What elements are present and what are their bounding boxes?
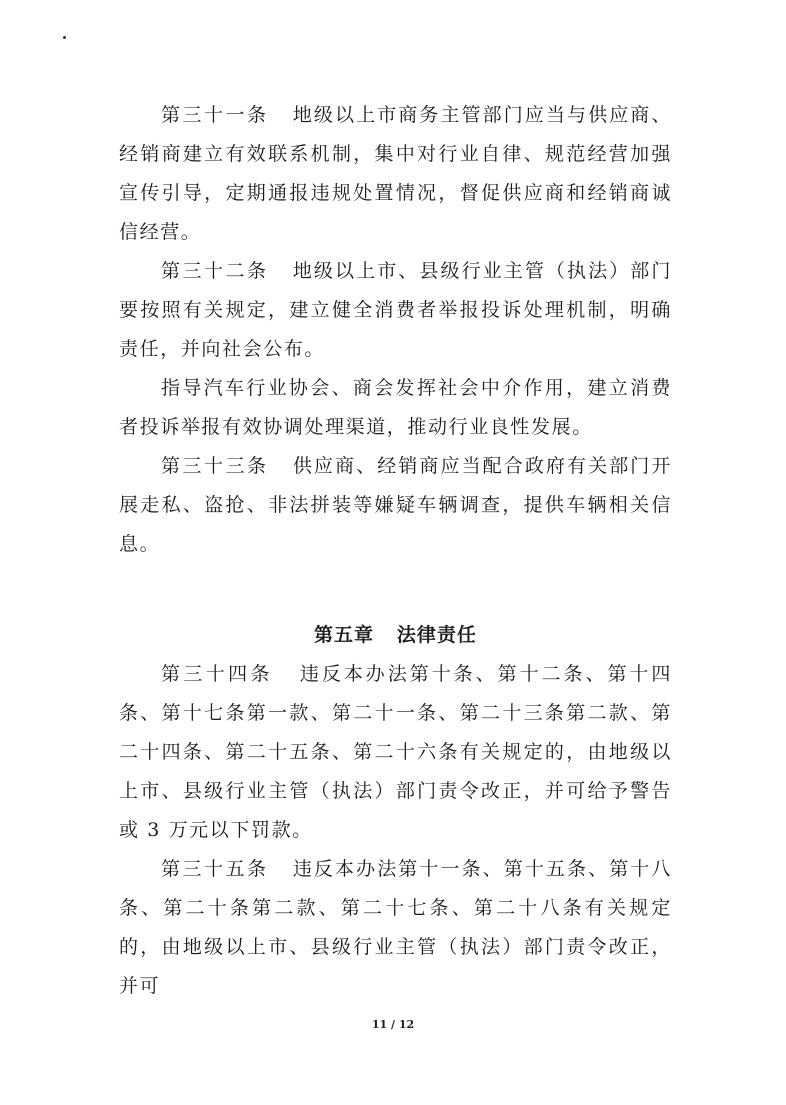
section-gap (119, 564, 672, 616)
article-32-paragraph-2 (119, 369, 672, 447)
article-text: 地级以上市商务主管部门应当与供应商、经销商建立有效联系机制，集中对行业自律、规范经营加强宣传引导，定期通报违规处置情况，督促供应商和经销商诚信经营。 (119, 104, 672, 243)
article-32 (119, 252, 672, 369)
article-number: 第三十一条 (161, 104, 269, 126)
article-number: 第三十二条 (161, 260, 269, 282)
chapter-title: 法律责任 (396, 624, 477, 646)
article-text: 供应商、经销商应当配合政府有关部门开展走私、盗抢、非法拼装等嫌疑车辆调查，提供车辆相关信息。 (119, 455, 672, 555)
article-text: 违反本办法第十条、第十二条、第十四条、第十七条第一款、第二十一条、第二十三条第二款、第二十四条、第二十五条、第二十六条有关规定的，由地级以上市、县级行业主管（执法）部门责令改正，并可给予警告或 3 万元以下罚款。 (119, 663, 672, 841)
article-35 (119, 850, 672, 1006)
article-number: 第三十五条 (161, 858, 269, 880)
chapter-number: 第五章 (314, 624, 375, 646)
article-text: 地级以上市、县级行业主管（执法）部门要按照有关规定，建立健全消费者举报投诉处理机制，明确责任，并向社会公布。 (119, 260, 672, 360)
document-page (119, 96, 672, 1006)
article-number: 第三十四条 (161, 663, 273, 685)
article-number: 第三十三条 (161, 455, 269, 477)
chapter-heading (119, 616, 672, 655)
scan-speck (63, 36, 66, 39)
article-34 (119, 655, 672, 850)
page-number: 11 / 12 (371, 1018, 415, 1031)
article-text: 违反本办法第十一条、第十五条、第十八条、第二十条第二款、第二十七条、第二十八条有关规定的，由地级以上市、县级行业主管（执法）部门责令改正，并可 (119, 858, 672, 997)
article-text: 指导汽车行业协会、商会发挥社会中介作用，建立消费者投诉举报有效协调处理渠道，推动行业良性发展。 (119, 377, 672, 438)
article-33 (119, 447, 672, 564)
article-31 (119, 96, 672, 252)
